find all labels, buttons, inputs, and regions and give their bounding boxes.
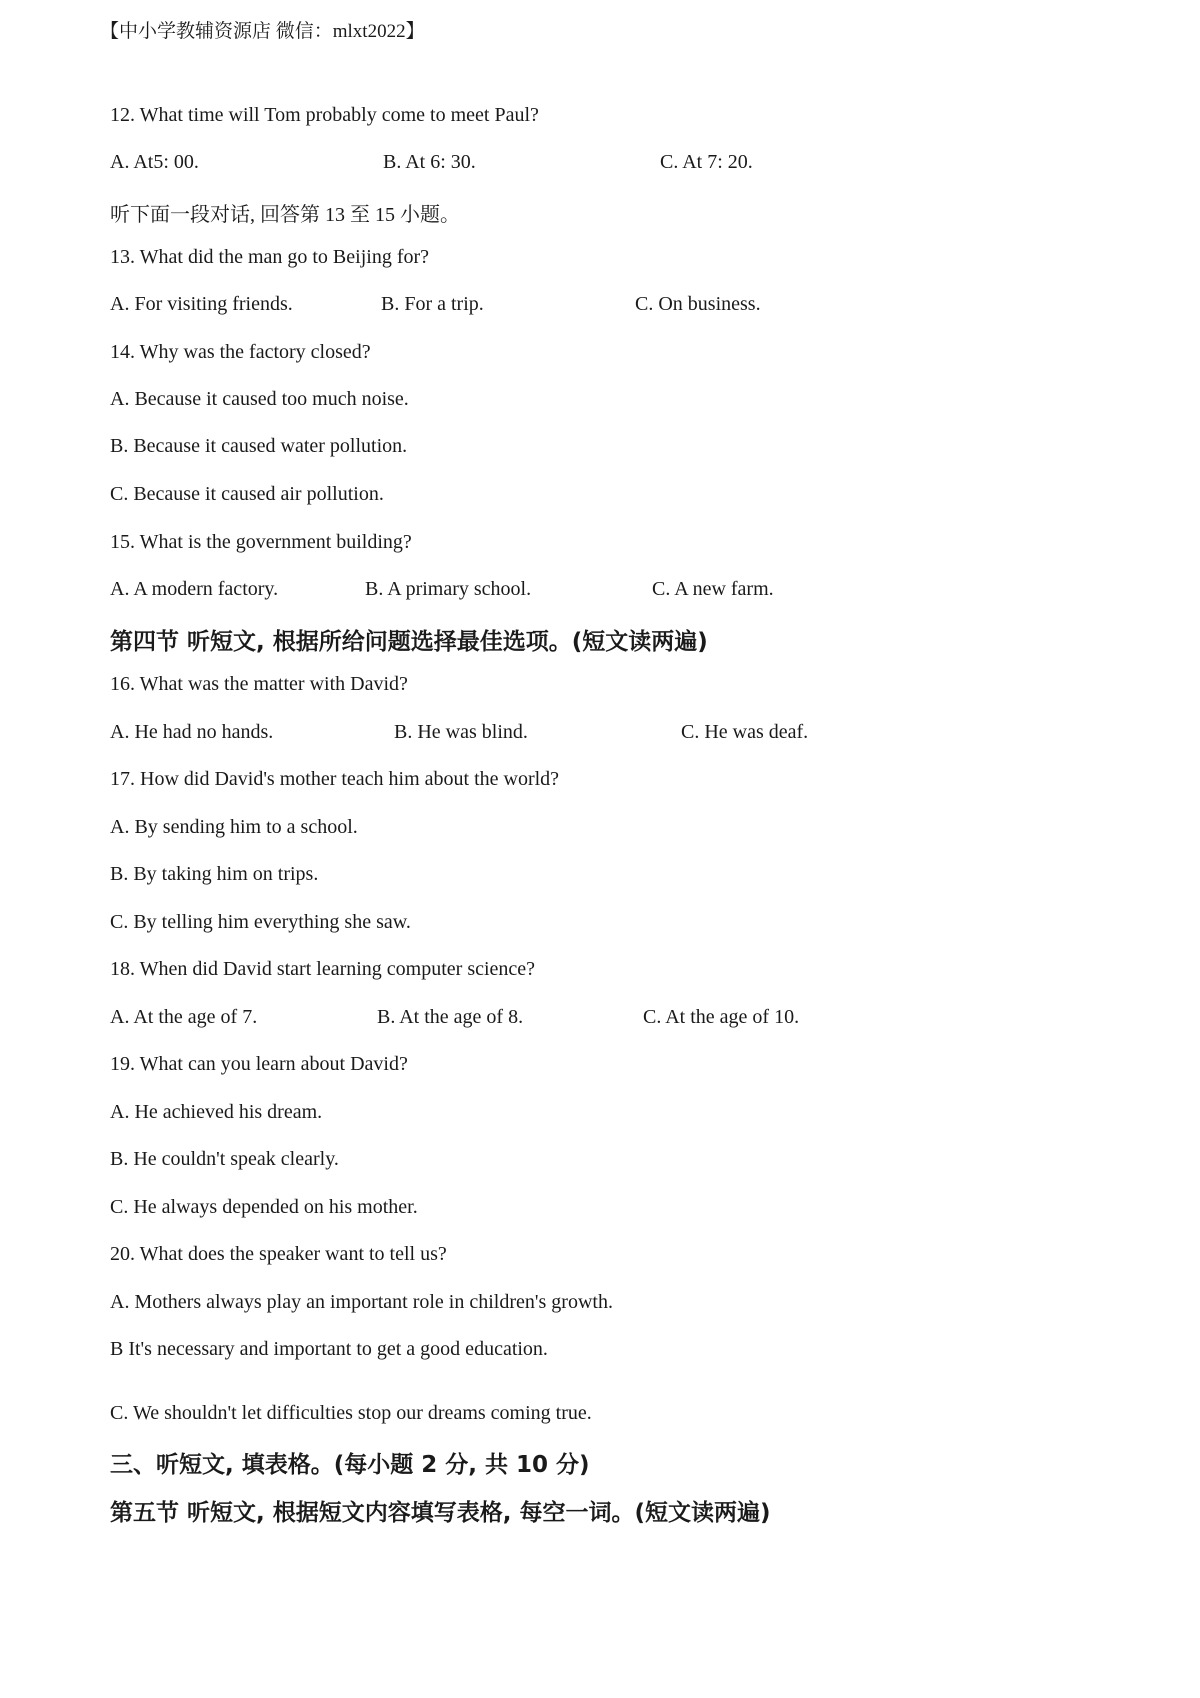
q19-option-b: B. He couldn't speak clearly. xyxy=(110,1148,339,1170)
q14-option-c: C. Because it caused air pollution. xyxy=(110,483,384,505)
q19-option-a: A. He achieved his dream. xyxy=(110,1101,323,1123)
q15-option-c: C. A new farm. xyxy=(652,578,774,600)
q18-option-c: C. At the age of 10. xyxy=(643,1006,800,1028)
q18-option-a: A. At the age of 7. xyxy=(110,1006,258,1028)
question-14: 14. Why was the factory closed? xyxy=(110,341,371,363)
q20-option-b: B It's necessary and important to get a good education. xyxy=(110,1338,548,1360)
q14-option-b: B. Because it caused water pollution. xyxy=(110,435,408,457)
q14-option-a: A. Because it caused too much noise. xyxy=(110,388,409,410)
question-12: 12. What time will Tom probably come to meet Paul? xyxy=(110,104,539,126)
part-3-heading: 三、听短文, 填表格。(每小题 2 分, 共 10 分) xyxy=(110,1452,590,1478)
q20-option-a: A. Mothers always play an important role in children's growth. xyxy=(110,1291,613,1313)
q17-option-b: B. By taking him on trips. xyxy=(110,863,319,885)
q19-option-c: C. He always depended on his mother. xyxy=(110,1196,418,1218)
q13-option-b: B. For a trip. xyxy=(381,293,484,315)
q16-option-a: A. He had no hands. xyxy=(110,721,274,743)
question-16: 16. What was the matter with David? xyxy=(110,673,408,695)
instruction-13-15: 听下面一段对话, 回答第 13 至 15 小题。 xyxy=(110,204,460,226)
section-4-heading: 第四节 听短文, 根据所给问题选择最佳选项。(短文读两遍) xyxy=(110,629,708,655)
q15-option-b: B. A primary school. xyxy=(365,578,532,600)
q15-option-a: A. A modern factory. xyxy=(110,578,279,600)
q18-option-b: B. At the age of 8. xyxy=(377,1006,524,1028)
question-20: 20. What does the speaker want to tell us? xyxy=(110,1243,447,1265)
q16-option-b: B. He was blind. xyxy=(394,721,528,743)
q17-option-c: C. By telling him everything she saw. xyxy=(110,911,411,933)
q12-option-b: B. At 6: 30. xyxy=(383,151,476,173)
q13-option-a: A. For visiting friends. xyxy=(110,293,293,315)
q17-option-a: A. By sending him to a school. xyxy=(110,816,358,838)
q20-option-c: C. We shouldn't let difficulties stop our dreams coming true. xyxy=(110,1402,592,1424)
q12-option-a: A. At5: 00. xyxy=(110,151,199,173)
question-13: 13. What did the man go to Beijing for? xyxy=(110,246,430,268)
question-18: 18. When did David start learning computer science? xyxy=(110,958,536,980)
header-watermark: 【中小学教辅资源店 微信：mlxt2022】 xyxy=(100,21,425,42)
q16-option-c: C. He was deaf. xyxy=(681,721,809,743)
question-17: 17. How did David's mother teach him about the world? xyxy=(110,768,560,790)
section-5-heading: 第五节 听短文, 根据短文内容填写表格, 每空一词。(短文读两遍) xyxy=(110,1500,771,1526)
q12-option-c: C. At 7: 20. xyxy=(660,151,753,173)
question-19: 19. What can you learn about David? xyxy=(110,1053,408,1075)
q13-option-c: C. On business. xyxy=(635,293,761,315)
question-15: 15. What is the government building? xyxy=(110,531,412,553)
